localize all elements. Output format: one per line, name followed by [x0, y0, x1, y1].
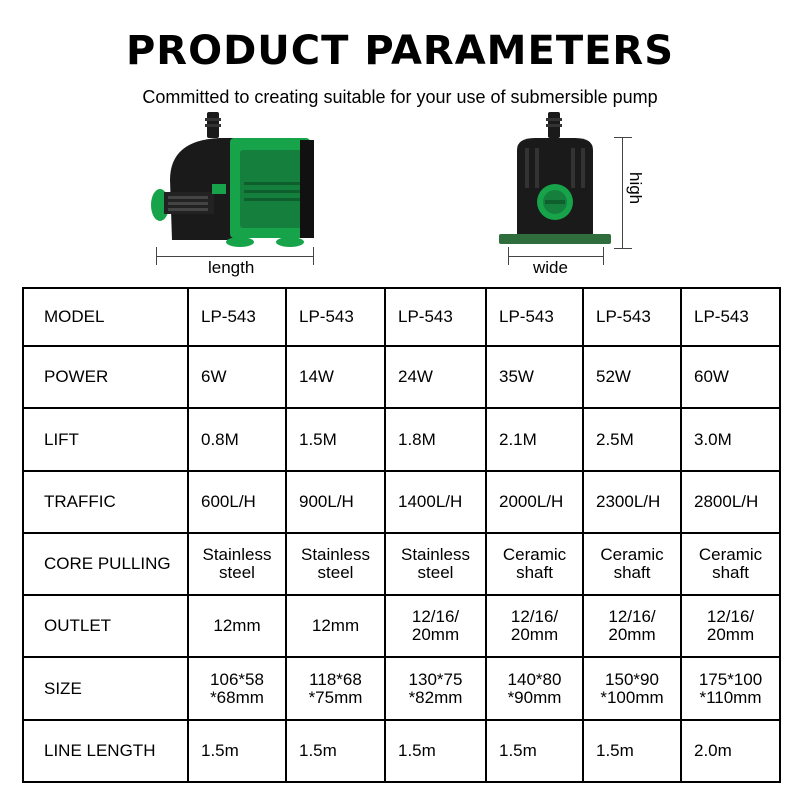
- table-cell: [385, 595, 486, 657]
- cell-line: Stainless: [202, 545, 272, 565]
- length-dimension-tick-right: [313, 247, 314, 265]
- table-cell: 1.5m: [583, 720, 681, 782]
- table-cell: [286, 657, 385, 719]
- cell-line: steel: [317, 563, 354, 583]
- table-cell: [385, 533, 486, 595]
- table-cell: LP-543: [486, 288, 583, 346]
- wide-dimension-line: [508, 256, 604, 257]
- table-cell: 3.0M: [681, 408, 780, 470]
- page-subtitle: Committed to creating suitable for your use of submersible pump: [142, 87, 658, 107]
- cell-line: Ceramic: [502, 545, 567, 565]
- cell-line: 12/16/: [411, 607, 460, 627]
- table-cell: 1.5m: [486, 720, 583, 782]
- cell-line: 150*90: [605, 669, 659, 689]
- cell-line: 20mm: [608, 625, 656, 645]
- row-label: SIZE: [23, 657, 188, 719]
- cell-line: Stainless: [301, 545, 370, 565]
- length-label: length: [208, 258, 255, 277]
- table-cell: [188, 595, 286, 657]
- wide-dimension-tick-left: [508, 247, 509, 265]
- cell-line: *68mm: [210, 687, 264, 707]
- table-cell: LP-543: [188, 288, 286, 346]
- cell-line: shaft: [712, 563, 749, 583]
- table-cell: 0.8M: [188, 408, 286, 470]
- high-dimension-line: [622, 137, 623, 249]
- cell-line: 12/16/: [706, 607, 755, 627]
- cell-line: 140*80: [507, 669, 562, 689]
- length-dimension-tick-left: [156, 247, 157, 265]
- cell-line: 12/16/: [510, 607, 559, 627]
- cell-line: shaft: [613, 563, 651, 583]
- table-cell: 2.5M: [583, 408, 681, 470]
- cell-line: 175*100: [698, 669, 763, 689]
- row-label: LINE LENGTH: [23, 720, 188, 782]
- table-cell: LP-543: [681, 288, 780, 346]
- table-row: [23, 346, 780, 408]
- table-cell: [681, 595, 780, 657]
- table-cell: 60W: [681, 346, 780, 408]
- table-cell: [188, 533, 286, 595]
- table-row: [23, 657, 780, 719]
- row-label: LIFT: [23, 408, 188, 470]
- cell-line: Ceramic: [698, 545, 763, 565]
- wide-dimension-tick-right: [603, 247, 604, 265]
- cell-line: shaft: [516, 563, 553, 583]
- table-cell: 1.5m: [385, 720, 486, 782]
- cell-line: *110mm: [699, 687, 762, 707]
- table-cell: [188, 657, 286, 719]
- cell-line: 20mm: [706, 625, 755, 645]
- table-cell: [681, 533, 780, 595]
- table-cell: 900L/H: [286, 471, 385, 533]
- table-cell: 24W: [385, 346, 486, 408]
- table-cell: [681, 657, 780, 719]
- table-cell: [385, 657, 486, 719]
- table-cell: LP-543: [385, 288, 486, 346]
- table-row: [23, 533, 780, 595]
- row-label: CORE PULLING: [23, 533, 188, 595]
- pump-front-view-image: [495, 110, 615, 250]
- length-dimension-line: [156, 256, 314, 257]
- table-cell: [486, 533, 583, 595]
- cell-line: 12mm: [213, 616, 261, 636]
- cell-line: Ceramic: [600, 545, 664, 565]
- table-cell: [486, 657, 583, 719]
- cell-line: steel: [417, 563, 454, 583]
- table-cell: LP-543: [286, 288, 385, 346]
- table-cell: 1.5m: [286, 720, 385, 782]
- cell-line: 106*58: [210, 669, 264, 689]
- table-row: [23, 720, 780, 782]
- cell-line: 20mm: [510, 625, 559, 645]
- cell-line: *90mm: [507, 687, 562, 707]
- cell-line: *82mm: [408, 687, 463, 707]
- table-cell: 1.8M: [385, 408, 486, 470]
- table-cell: 2000L/H: [486, 471, 583, 533]
- table-cell: 1.5m: [188, 720, 286, 782]
- table-cell: 52W: [583, 346, 681, 408]
- table-cell: [583, 657, 681, 719]
- table-cell: 2800L/H: [681, 471, 780, 533]
- cell-line: 12/16/: [608, 607, 656, 627]
- cell-line: steel: [219, 563, 255, 583]
- table-cell: 2.0m: [681, 720, 780, 782]
- table-row: [23, 288, 780, 346]
- cell-line: 20mm: [411, 625, 460, 645]
- parameters-table: [22, 287, 781, 783]
- cell-line: Stainless: [401, 545, 470, 565]
- page-title: PRODUCT PARAMETERS: [125, 28, 675, 74]
- high-dimension-tick-top: [614, 137, 632, 138]
- table-cell: 2300L/H: [583, 471, 681, 533]
- row-label: TRAFFIC: [23, 471, 188, 533]
- table-cell: 600L/H: [188, 471, 286, 533]
- table-cell: 1400L/H: [385, 471, 486, 533]
- table-cell: 6W: [188, 346, 286, 408]
- row-label: OUTLET: [23, 595, 188, 657]
- table-cell: [486, 595, 583, 657]
- table-row: [23, 595, 780, 657]
- high-dimension-tick-bottom: [614, 248, 632, 249]
- table-cell: LP-543: [583, 288, 681, 346]
- table-cell: 14W: [286, 346, 385, 408]
- cell-line: 12mm: [311, 616, 360, 636]
- cell-line: 118*68: [309, 669, 362, 689]
- cell-line: *75mm: [308, 687, 363, 707]
- cell-line: *100mm: [600, 687, 664, 707]
- table-cell: [286, 595, 385, 657]
- table-cell: [286, 533, 385, 595]
- row-label: MODEL: [23, 288, 188, 346]
- table-cell: 2.1M: [486, 408, 583, 470]
- table-cell: 1.5M: [286, 408, 385, 470]
- wide-label: wide: [533, 258, 568, 277]
- row-label: POWER: [23, 346, 188, 408]
- table-cell: 35W: [486, 346, 583, 408]
- high-label: high: [626, 172, 645, 205]
- cell-line: 130*75: [408, 669, 463, 689]
- table-cell: [583, 595, 681, 657]
- table-row: [23, 408, 780, 470]
- pump-side-view-image: [150, 110, 320, 250]
- table-cell: [583, 533, 681, 595]
- table-row: [23, 471, 780, 533]
